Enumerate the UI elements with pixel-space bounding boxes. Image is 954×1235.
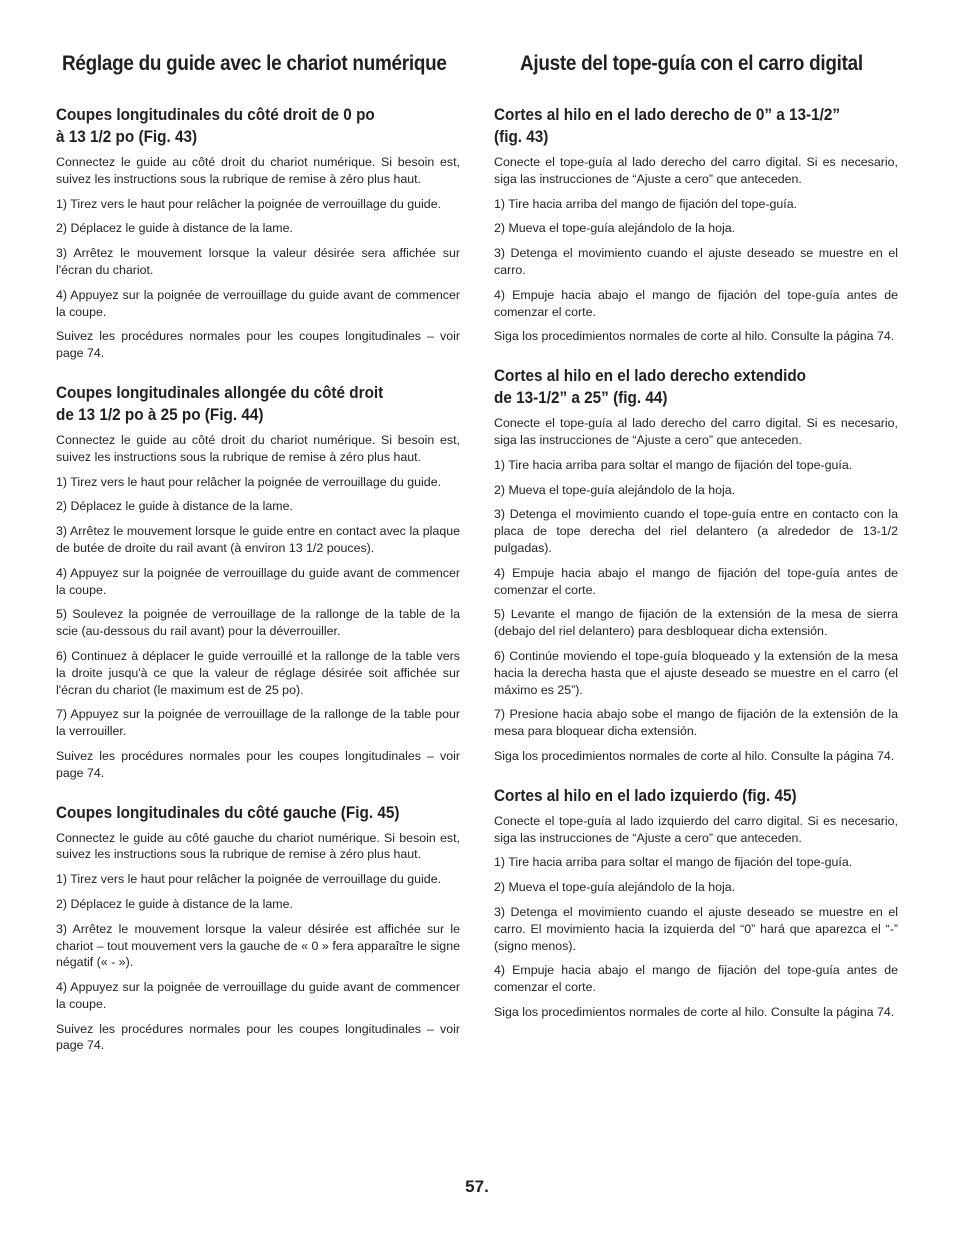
fr-step: 3) Arrêtez le mouvement lorsque la valeur désirée sera affichée sur l'écran du chariot. (56, 246, 460, 277)
es-step: 1) Tire hacia arriba del mango de fijación del tope-guía. (494, 196, 798, 211)
fr-step: 1) Tirez vers le haut pour relâcher la poignée de verrouillage du guide. (56, 474, 442, 489)
es-section-heading: Cortes al hilo en el lado izquierdo (fig. 45) (494, 785, 797, 805)
fr-step: 5) Soulevez la poignée de verrouillage de la rallonge de la table de la scie (au-dessous du rail avant) pour la déverrouiller. (56, 607, 460, 639)
fr-section-left-rip (56, 802, 460, 1055)
french-page-title: Réglage du guide avec le chariot numérique (62, 52, 447, 75)
fr-step: 3) Arrêtez le mouvement lorsque le guide entre en contact avec la plaque de butée de droite du rail avant (à environ 13 1/2 pouces). (56, 524, 460, 555)
fr-step: 2) Déplacez le guide à distance de la lame. (56, 896, 293, 911)
fr-paragraph: Connectez le guide au côté droit du chariot numérique. Si besoin est, suivez les instructions sous la rubrique de remise à zéro plus haut. (56, 155, 460, 186)
es-section-heading: Cortes al hilo en el lado derecho extendido de 13-1/2” a 25” (fig. 44) (494, 366, 807, 408)
spanish-column (494, 50, 898, 1041)
fr-step: 1) Tirez vers le haut pour relâcher la poignée de verrouillage du guide. (56, 872, 442, 887)
es-step: 3) Detenga el movimiento cuando el ajuste deseado se muestre en el carro. (494, 246, 898, 277)
fr-step: 4) Appuyez sur la poignée de verrouillage du guide avant de commencer la coupe. (56, 980, 460, 1011)
es-step: 4) Empuje hacia abajo el mango de fijación del tope-guía antes de comenzar el corte. (494, 287, 898, 319)
es-step: 1) Tire hacia arriba para soltar el mango de fijación del tope-guía. (494, 855, 853, 870)
es-step: 2) Mueva el tope-guía alejándolo de la hoja. (494, 221, 736, 236)
fr-paragraph: Connectez le guide au côté droit du chariot numérique. Si besoin est, suivez les instructions sous la rubrique de remise à zéro plus haut. (56, 432, 460, 464)
fr-section-right-rip (56, 104, 460, 362)
es-step: 7) Presione hacia abajo sobe el mango de fijación de la extensión de la mesa para bloquear dicha extensión. (494, 707, 898, 739)
fr-paragraph: Suivez les procédures normales pour les coupes longitudinales – voir page 74. (56, 1021, 460, 1053)
es-paragraph: Conecte el tope-guía al lado derecho del carro digital. Si es necesario, siga las instrucciones de “Ajuste a cero” que anteceden. (494, 155, 898, 186)
es-step: 1) Tire hacia arriba para soltar el mango de fijación del tope-guía. (494, 457, 853, 472)
es-paragraph: Siga los procedimientos normales de corte al hilo. Consulte la página 74. (494, 1004, 895, 1019)
fr-section-heading: Coupes longitudinales du côté droit de 0 po à 13 1/2 po (Fig. 43) (56, 105, 375, 146)
fr-step: 1) Tirez vers le haut pour relâcher la poignée de verrouillage du guide. (56, 196, 442, 211)
es-section-left-rip (494, 785, 898, 1021)
es-paragraph: Conecte el tope-guía al lado derecho del carro digital. Si es necesario, siga las instrucciones de “Ajuste a cero” que anteceden. (494, 416, 898, 447)
es-section-heading: Cortes al hilo en el lado derecho de 0” a 13-1/2” (fig. 43) (494, 105, 841, 146)
fr-step: 7) Appuyez sur la poignée de verrouillage de la rallonge de la table pour la verrouiller. (56, 707, 460, 739)
spanish-page-title: Ajuste del tope-guía con el carro digital (520, 52, 863, 75)
es-step: 5) Levante el mango de fijación de la extensión de la mesa de sierra (debajo del riel delantero) para desbloquear dicha extensión. (494, 607, 898, 639)
fr-step: 4) Appuyez sur la poignée de verrouillage du guide avant de commencer la coupe. (56, 565, 460, 597)
es-section-extended-rip (494, 365, 898, 765)
es-step: 3) Detenga el movimiento cuando el ajuste deseado se muestre en el carro. El movimiento hacia la izquierda del “0” hará que aparezca el “-” (signo menos). (494, 904, 898, 953)
fr-step: 6) Continuez à déplacer le guide verrouillé et la rallonge de la table vers la droite jusqu'à ce que la valeur de réglage désirée soit affichée sur l'écran du chariot (le maximum est de 25 po). (56, 648, 460, 697)
fr-step: 4) Appuyez sur la poignée de verrouillage du guide avant de commencer la coupe. (56, 287, 460, 319)
es-step: 2) Mueva el tope-guía alejándolo de la hoja. (494, 482, 736, 497)
es-paragraph: Siga los procedimientos normales de corte al hilo. Consulte la página 74. (494, 748, 895, 763)
fr-paragraph: Connectez le guide au côté gauche du chariot numérique. Si besoin est, suivez les instructions sous la rubrique de remise à zéro plus haut. (56, 830, 460, 862)
es-paragraph: Siga los procedimientos normales de corte al hilo. Consulte la página 74. (494, 329, 895, 344)
fr-section-extended-rip (56, 382, 460, 782)
fr-paragraph: Suivez les procédures normales pour les coupes longitudinales – voir page 74. (56, 329, 460, 361)
fr-section-heading: Coupes longitudinales allongée du côté droit de 13 1/2 po à 25 po (Fig. 44) (56, 382, 384, 424)
fr-step: 3) Arrêtez le mouvement lorsque la valeur désirée est affichée sur le chariot – tout mouvement vers la gauche de « 0 » fera apparaître le signe négatif (« - »). (56, 921, 460, 970)
es-step: 2) Mueva el tope-guía alejándolo de la hoja. (494, 880, 736, 895)
fr-step: 2) Déplacez le guide à distance de la lame. (56, 499, 293, 514)
es-step: 4) Empuje hacia abajo el mango de fijación del tope-guía antes de comenzar el corte. (494, 565, 898, 597)
es-section-right-rip (494, 104, 898, 345)
es-step: 3) Detenga el movimiento cuando el tope-guía entre en contacto con la placa de tope derecha del riel delantero (a alrededor de 13-1/2 pulgadas). (494, 507, 898, 555)
page-number (0, 1177, 954, 1197)
es-step: 6) Continúe moviendo el tope-guía bloqueado y la extensión de la mesa hacia la derecha hasta que el ajuste deseado se muestre en el carro (el máximo es 25”). (494, 648, 898, 697)
es-step: 4) Empuje hacia abajo el mango de fijación del tope-guía antes de comenzar el corte. (494, 963, 898, 995)
fr-section-heading: Coupes longitudinales du côté gauche (Fig. 45) (56, 802, 400, 822)
fr-step: 2) Déplacez le guide à distance de la lame. (56, 221, 293, 236)
french-column (56, 50, 460, 1074)
page-number-text: 57. (465, 1177, 489, 1196)
fr-paragraph: Suivez les procédures normales pour les coupes longitudinales – voir page 74. (56, 748, 460, 780)
es-paragraph: Conecte el tope-guía al lado izquierdo del carro digital. Si es necesario, siga las instrucciones de “Ajuste a cero” que anteceden. (494, 813, 898, 845)
